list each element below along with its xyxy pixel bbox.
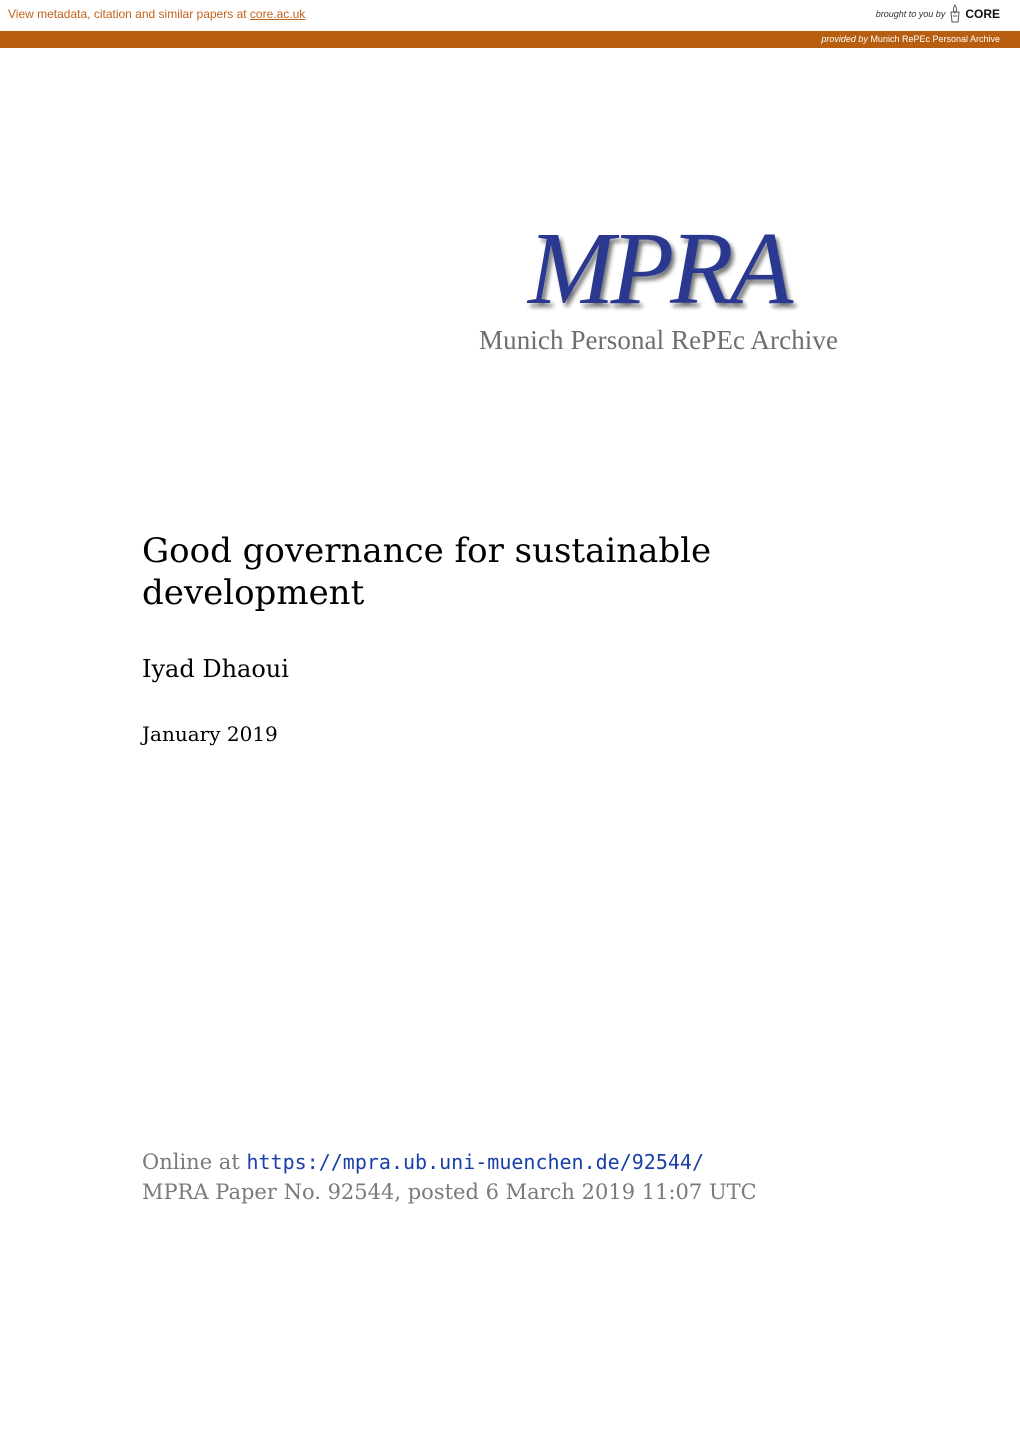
mpra-logo: [520, 215, 880, 325]
mpra-logo-text: MPRA: [528, 215, 790, 325]
paper-date: January 2019: [142, 722, 278, 746]
core-metadata-prefix: View metadata, citation and similar papers at: [8, 7, 250, 21]
brought-to-you-label: brought to you by: [875, 9, 946, 19]
core-metadata-line: [8, 7, 305, 21]
online-label: Online at: [142, 1150, 240, 1174]
core-banner: [0, 0, 1020, 31]
provided-by-bar: [0, 31, 1020, 48]
paper-url-link[interactable]: https://mpra.ub.uni-muenchen.de/92544/: [246, 1150, 705, 1174]
provided-by-label: provided by: [821, 34, 868, 44]
online-at-line: [142, 1150, 704, 1174]
core-brought-by[interactable]: [876, 4, 1000, 24]
paper-info: MPRA Paper No. 92544, posted 6 March 2019 11:07 UTC: [142, 1180, 757, 1204]
provided-by-source: Munich RePEc Personal Archive: [870, 34, 1000, 44]
core-link[interactable]: core.ac.uk: [249, 7, 306, 21]
core-logo-icon: [948, 4, 962, 24]
core-name: CORE: [965, 7, 1000, 21]
mpra-subtitle: Munich Personal RePEc Archive: [479, 325, 839, 355]
paper-title: Good governance for sustainable development: [142, 531, 712, 613]
provided-by-text[interactable]: [821, 34, 1000, 44]
paper-author: Iyad Dhaoui: [142, 655, 289, 683]
